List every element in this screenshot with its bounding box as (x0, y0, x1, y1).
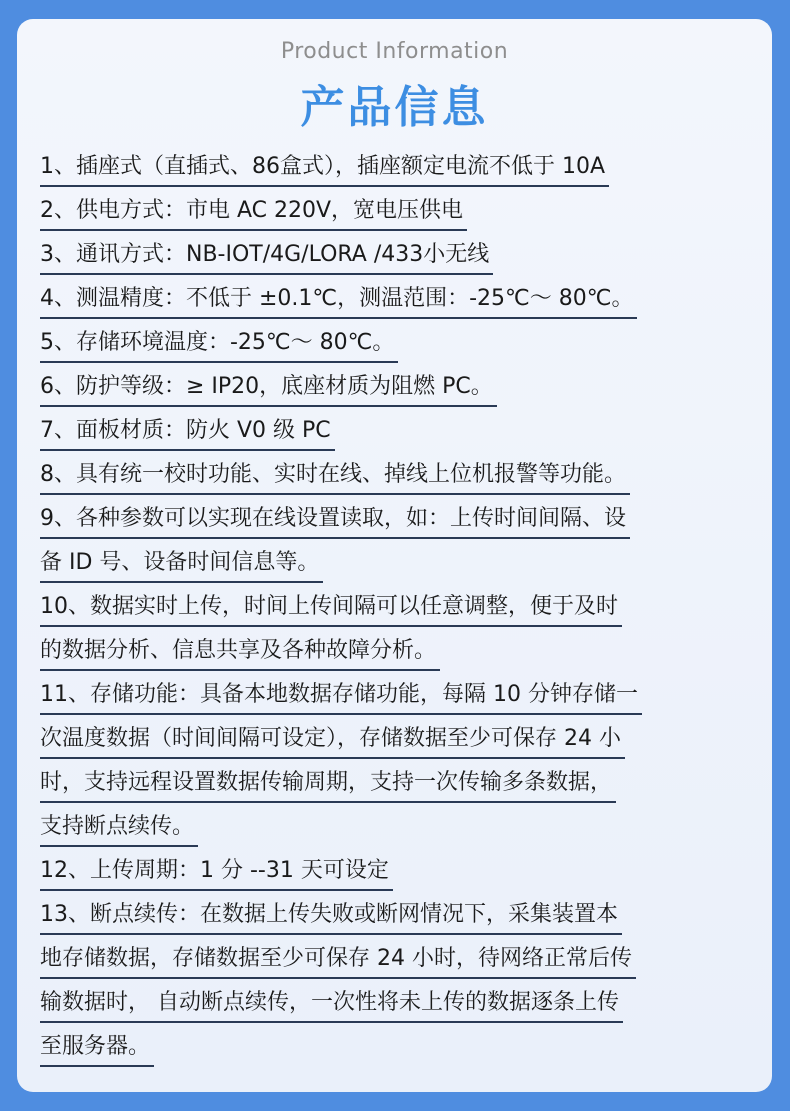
spec-line: 13、断点续传：在数据上传失败或断网情况下，采集装置本 (40, 897, 622, 935)
spec-line: 10、数据实时上传，时间上传间隔可以任意调整，便于及时 (40, 589, 622, 627)
spec-line: 次温度数据（时间间隔可设定），存储数据至少可保存 24 小 (40, 721, 625, 759)
spec-line: 12、上传周期：1 分 --31 天可设定 (40, 853, 393, 891)
page-title: 产品信息 (300, 82, 489, 133)
spec-line: 的数据分析、信息共享及各种故障分析。 (40, 633, 440, 671)
spec-line: 7、面板材质：防火 V0 级 PC (40, 413, 335, 451)
subtitle: Product Information (280, 39, 509, 64)
spec-list (40, 149, 765, 1073)
spec-line: 6、防护等级：≥ IP20，底座材质为阻燃 PC。 (40, 369, 497, 407)
spec-line: 2、供电方式：市电 AC 220V，宽电压供电 (40, 193, 467, 231)
spec-line: 1、插座式（直插式、86盒式），插座额定电流不低于 10A (40, 149, 609, 187)
spec-line: 4、测温精度：不低于 ±0.1℃，测温范围：-25℃～ 80℃。 (40, 281, 637, 319)
spec-line: 5、存储环境温度：-25℃～ 80℃。 (40, 325, 398, 363)
spec-line: 11、存储功能：具备本地数据存储功能，每隔 10 分钟存储一 (40, 677, 642, 715)
spec-line: 支持断点续传。 (40, 809, 198, 847)
spec-line: 时，支持远程设置数据传输周期，支持一次传输多条数据， (40, 765, 616, 803)
spec-line: 3、通讯方式：NB-IOT/4G/LORA /433小无线 (40, 237, 493, 275)
spec-line: 9、各种参数可以实现在线设置读取，如：上传时间间隔、设 (40, 501, 630, 539)
spec-line: 8、具有统一校时功能、实时在线、掉线上位机报警等功能。 (40, 457, 630, 495)
spec-line: 至服务器。 (40, 1029, 154, 1067)
spec-line: 备 ID 号、设备时间信息等。 (40, 545, 323, 583)
spec-line: 输数据时， 自动断点续传，一次性将未上传的数据逐条上传 (40, 985, 623, 1023)
info-card (17, 19, 772, 1092)
spec-line: 地存储数据，存储数据至少可保存 24 小时，待网络正常后传 (40, 941, 636, 979)
